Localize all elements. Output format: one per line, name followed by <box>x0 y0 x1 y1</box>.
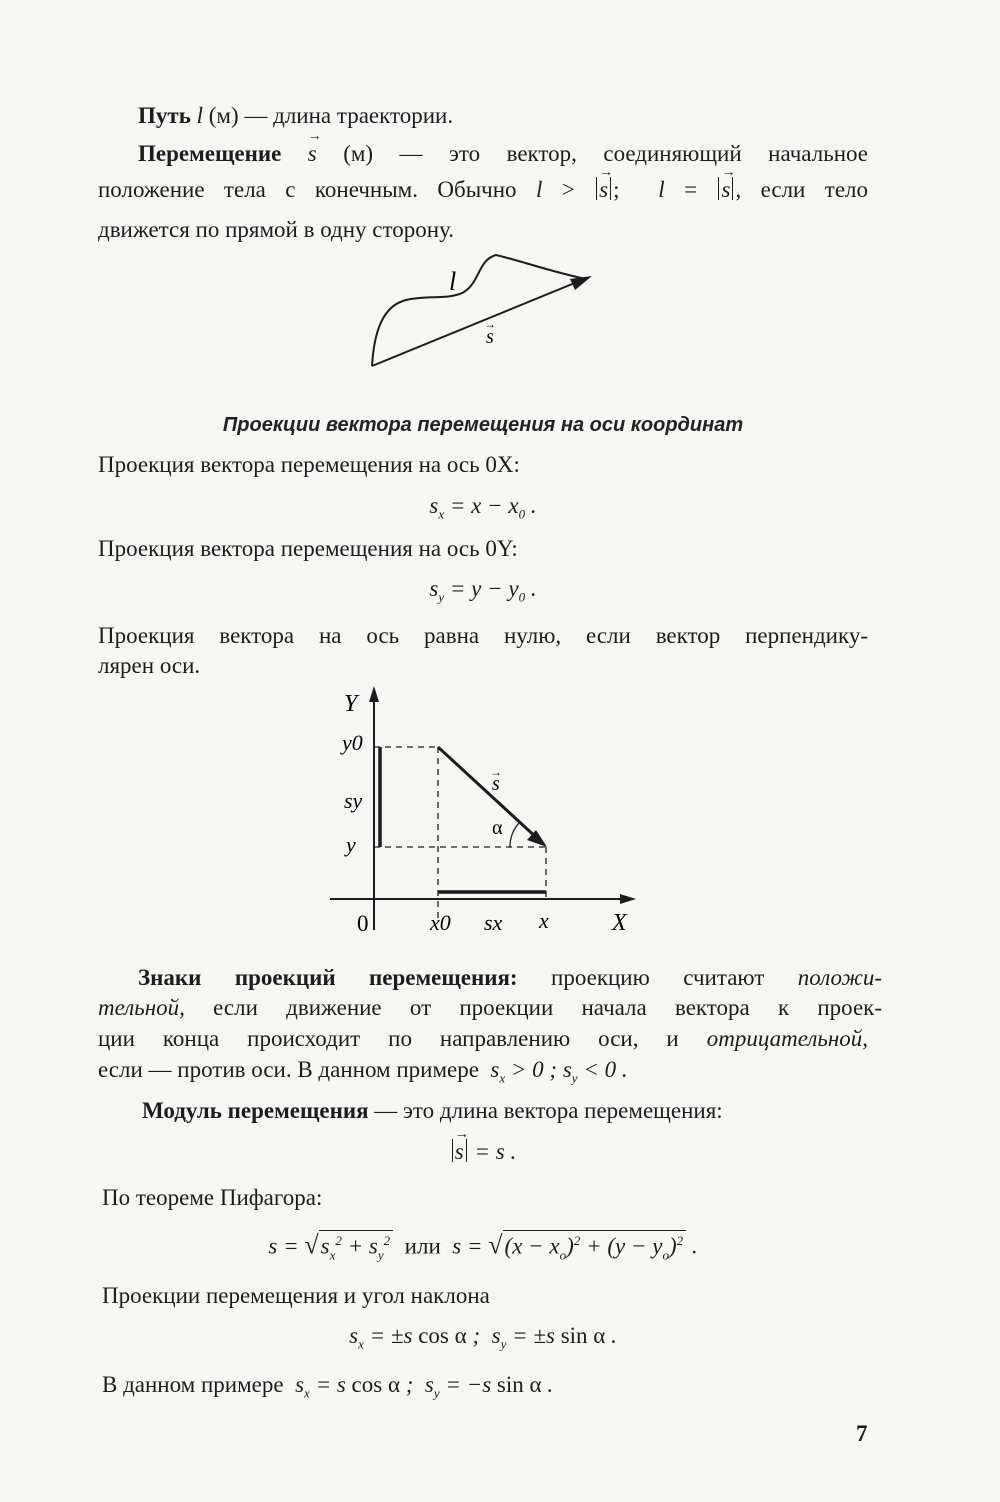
y-label: y <box>346 832 356 857</box>
origin-label: 0 <box>357 911 369 936</box>
displacement-line-3: движется по прямой в одну сторону. <box>98 217 455 242</box>
displacement-unit: (м) <box>343 141 374 166</box>
projection-y-text: Проекция вектора перемещения на ось 0Y: <box>98 536 518 561</box>
vector-label: s <box>486 326 494 348</box>
example-text: В данном примере <box>102 1372 284 1397</box>
path-definition <box>138 104 453 127</box>
angle-formula: $s_x = \pm s$ cos α ; $s_y = \pm s$ sin α . <box>349 1323 617 1352</box>
signs-line-3 <box>98 1027 868 1050</box>
signs-negative: отрицательной, <box>706 1026 868 1051</box>
x-label: x <box>539 908 549 933</box>
projection-x-text: Проекция вектора перемещения на ось 0X: <box>98 452 520 477</box>
x0-label: x0 <box>430 910 451 935</box>
modulus-formula: → s = s . <box>0 1139 966 1165</box>
signs-positive-2: тельной, <box>98 995 185 1020</box>
displacement-symbol: → s <box>308 142 317 165</box>
pythagoras-formula: $s = √s_x^2 + s_y^2$ или $s = √(x - x_o)^2 + (y - y_o)^2$ . <box>268 1230 698 1263</box>
formula-sx: $s_x = x - x_0$ . <box>429 493 537 522</box>
y0-label: y0 <box>342 730 363 755</box>
signs-line-2 <box>98 996 882 1019</box>
x-axis-label: X <box>612 910 627 936</box>
condition-tail: , если тело <box>735 177 869 202</box>
displacement-vector-arrowhead <box>570 276 592 290</box>
vector-s-line <box>438 747 538 839</box>
displacement-term: Перемещение <box>138 141 282 166</box>
path-description: — длина траектории. <box>244 103 454 128</box>
angle-arc <box>510 823 519 847</box>
signs-text-2: если движение от проекции начала вектора к проек- <box>213 995 882 1020</box>
signs-formula: $s_x > 0$ ; $s_y < 0$ . <box>490 1057 628 1086</box>
signs-text-3: ции конца происходит по направлению оси, и <box>98 1026 679 1051</box>
signs-line-4 <box>98 1058 628 1085</box>
zero-rule-line-2: лярен оси. <box>98 653 201 678</box>
modulus-term: Модуль перемещения <box>142 1098 369 1123</box>
path-unit: (м) <box>208 103 239 128</box>
modulus-definition <box>142 1099 723 1122</box>
signs-term: Знаки проекций перемещения: <box>138 965 518 990</box>
path-term: Путь <box>138 103 191 128</box>
trajectory-curve <box>372 255 586 366</box>
vector-s-label-arrow: → <box>490 765 502 779</box>
displacement-line-1 <box>138 142 868 165</box>
vector-s-label: s <box>492 773 500 795</box>
y-axis-arrowhead <box>369 686 379 702</box>
example-line <box>102 1373 553 1400</box>
x-axis-arrowhead <box>620 894 636 904</box>
trajectory-label: l <box>449 267 457 296</box>
path-symbol: l <box>196 103 203 128</box>
path-vs-displacement-formula: l > → s ; l = → s , если тело <box>536 177 868 202</box>
vector-label-arrow: → <box>484 317 496 331</box>
page-number: 7 <box>856 1421 868 1446</box>
path-displacement-figure <box>360 248 610 373</box>
modulus-description: — это длина вектора перемещения: <box>374 1098 723 1123</box>
pythagoras-text: По теореме Пифагора: <box>102 1185 323 1210</box>
signs-line-1 <box>138 966 882 989</box>
section-heading: Проекции вектора перемещения на оси координат <box>222 414 744 436</box>
signs-positive-1: положи- <box>797 965 882 990</box>
sy-label: sy <box>344 788 363 813</box>
sx-label: sx <box>484 910 503 935</box>
angle-text: Проекции перемещения и угол наклона <box>102 1283 490 1308</box>
projection-figure <box>320 680 660 940</box>
displacement-vector-line <box>372 280 582 366</box>
example-formula: $s_x = s$ cos α ; $s_y = -s$ sin α . <box>295 1372 554 1401</box>
zero-rule-line-1: Проекция вектора на ось равна нулю, если вектор перпендику- <box>98 623 868 648</box>
y-axis-label: Y <box>344 691 358 717</box>
signs-text-1: проекцию считают <box>551 965 765 990</box>
angle-label: α <box>492 817 503 839</box>
signs-text-4: если — против оси. В данном примере <box>98 1057 479 1082</box>
displacement-line-2-text: положение тела с конечным. Обычно <box>98 177 517 202</box>
displacement-line-2 <box>98 177 868 201</box>
displacement-description: — это вектор, соединяющий начальное <box>399 141 868 166</box>
formula-sy: $s_y = y - y_0$ . <box>429 576 537 605</box>
